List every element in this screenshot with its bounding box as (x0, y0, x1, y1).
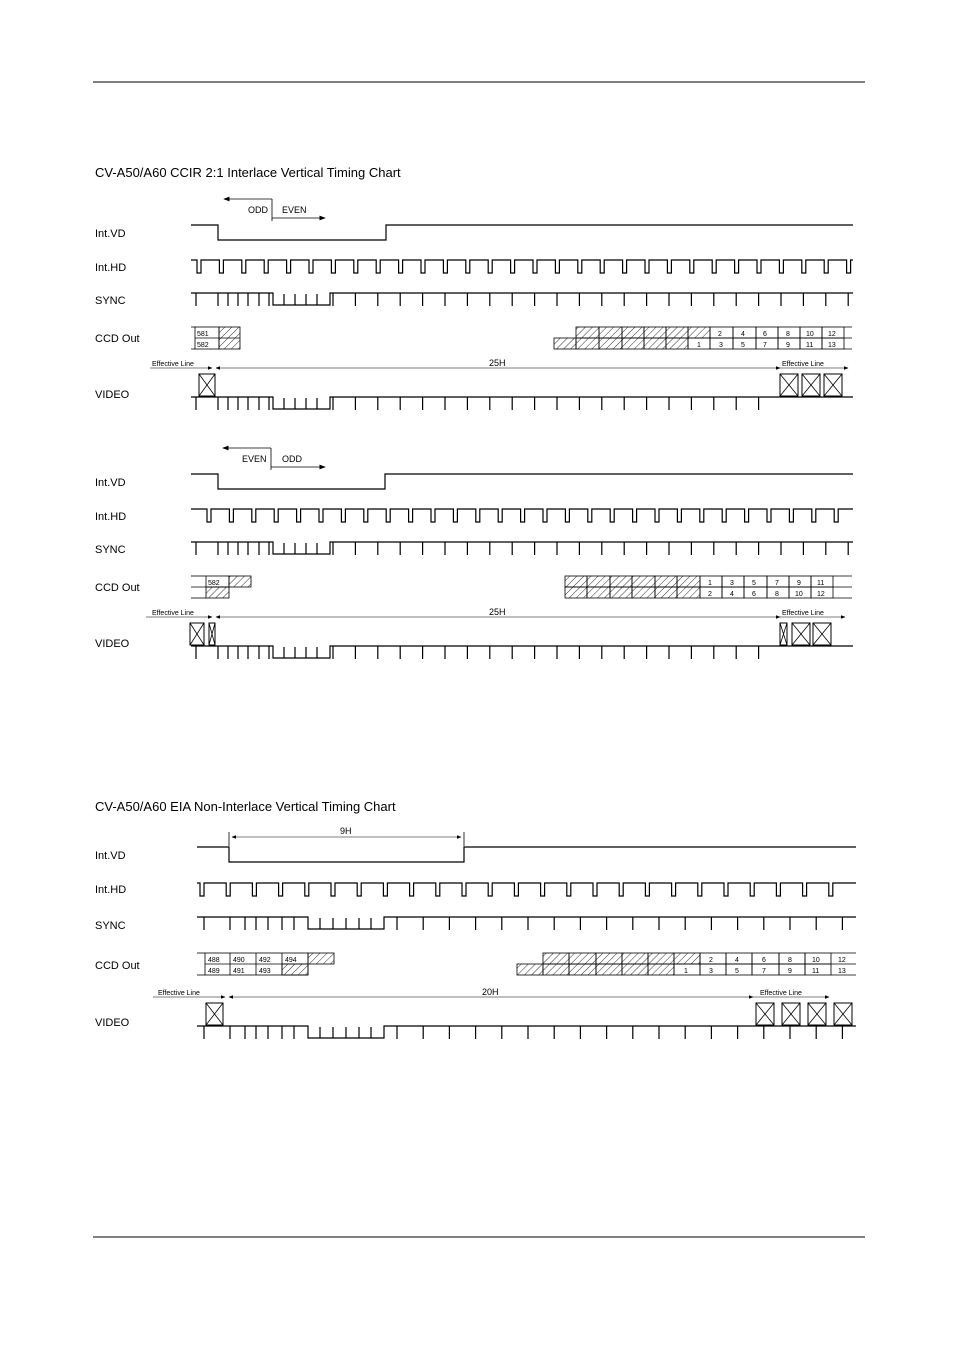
ccd-hatch-cell (666, 338, 688, 349)
video-waveform (197, 1026, 856, 1039)
ccd-bottom-num: 2 (708, 591, 712, 598)
ccd-hatch-cell (543, 953, 569, 964)
ccd-bottom-num: 13 (828, 342, 836, 349)
ccd-top-num: 4 (741, 331, 745, 338)
int-vd-waveform (191, 225, 853, 240)
ccd-top-num: 6 (763, 331, 767, 338)
ccir-chart-title: CV-A50/A60 CCIR 2:1 Interlace Vertical Timing Chart (95, 165, 401, 180)
vd-9h-label: 9H (340, 826, 352, 836)
ccd-top-num: 8 (786, 331, 790, 338)
ccd-top-num: 5 (752, 580, 756, 587)
span-25h-label: 25H (489, 358, 506, 368)
ccd-out-hatch-start (206, 587, 229, 598)
ccd-line-cell (700, 953, 726, 964)
video-blank-box (756, 1003, 774, 1025)
ccd-bottom-num: 5 (735, 968, 739, 975)
ccd-top-num: 7 (775, 580, 779, 587)
ccd-hatch-cell (599, 338, 622, 349)
ccd-hatch-cell (622, 327, 644, 338)
ccd-line-cell (726, 964, 752, 975)
ccd-hatch-cell (596, 953, 622, 964)
ccd-top-num: 2 (718, 331, 722, 338)
ccd-out-label: CCD Out (95, 582, 140, 594)
int-vd-waveform (197, 847, 856, 862)
ccd-out-start-bottom: 582 (197, 342, 209, 349)
ccd-top-num: 2 (709, 957, 713, 964)
ccd-bottom-num: 10 (795, 591, 803, 598)
ccd-bottom-num: 11 (806, 342, 814, 349)
ccd-hatch-cell (622, 964, 648, 975)
ccd-hatch-cell (622, 953, 648, 964)
ccd-out-label: CCD Out (95, 960, 140, 972)
ccd-hatch-cell (674, 953, 700, 964)
ccd-bottom-num: 7 (762, 968, 766, 975)
ccir-panel-even-odd (95, 448, 853, 659)
video-blank-box-half (209, 623, 215, 645)
ccd-out-rails (844, 327, 852, 349)
ccd-hatch-cell (554, 338, 576, 349)
ccd-out-start-top: 581 (197, 331, 209, 338)
int-vd-label: Int.VD (95, 228, 126, 240)
sync-label: SYNC (95, 295, 126, 307)
ccd-hatch-cell (565, 587, 587, 598)
ccd-hatch-cell (517, 964, 543, 975)
effective-line-label-right: Effective Line (760, 990, 802, 997)
ccd-hatch-cell (677, 576, 700, 587)
ccd-bottom-num: 7 (763, 342, 767, 349)
ccd-out-hatch-start (229, 576, 251, 587)
span-25h-label: 25H (489, 607, 506, 617)
ccd-hatch-cell (632, 576, 655, 587)
ccd-line-cell (756, 338, 778, 349)
ccd-out-start-top: 488 (208, 957, 220, 964)
video-waveform (191, 397, 853, 410)
ccd-bottom-num: 6 (752, 591, 756, 598)
ccd-out-start-top: 582 (208, 580, 220, 587)
ccd-top-num: 10 (812, 957, 820, 964)
ccd-hatch-cell (576, 338, 599, 349)
video-label: VIDEO (95, 638, 130, 650)
ccd-out-start-bottom: 493 (259, 968, 271, 975)
eia-panel (95, 826, 856, 1039)
ccd-bottom-num: 9 (788, 968, 792, 975)
video-blank-box (813, 623, 831, 645)
ccd-out-start-top: 492 (259, 957, 271, 964)
video-blank-box (802, 374, 820, 396)
ccd-line-cell (726, 953, 752, 964)
int-hd-label: Int.HD (95, 262, 127, 274)
ccd-hatch-cell (569, 953, 596, 964)
ccd-hatch-cell (596, 964, 622, 975)
ccd-out-start-top: 490 (233, 957, 245, 964)
ccd-hatch-cell (655, 587, 677, 598)
video-blank-box-half (780, 623, 787, 645)
int-hd-waveform (191, 260, 853, 273)
video-blank-box (780, 374, 798, 396)
effective-line-label-left: Effective Line (152, 361, 194, 368)
eia-chart-title: CV-A50/A60 EIA Non-Interlace Vertical Timing Chart (95, 799, 396, 814)
odd-label: ODD (282, 454, 302, 464)
ccd-hatch-cell (655, 576, 677, 587)
ccd-bottom-num: 12 (817, 591, 825, 598)
ccd-line-cell (779, 964, 805, 975)
ccd-top-num: 12 (838, 957, 846, 964)
ccd-hatch-cell (587, 587, 610, 598)
video-blank-box (782, 1003, 800, 1025)
effective-line-label-right: Effective Line (782, 610, 824, 617)
ccd-top-num: 10 (806, 331, 814, 338)
ccd-out-line-numbers (697, 331, 836, 349)
ccd-hatch-cell (622, 338, 644, 349)
ccd-hatch-cell (569, 964, 596, 975)
ccd-out-label: CCD Out (95, 333, 140, 345)
odd-label: ODD (248, 205, 268, 215)
ccd-hatch-cell (644, 327, 666, 338)
ccd-out-hatch-start (308, 953, 334, 964)
ccd-top-num: 11 (817, 580, 825, 587)
int-vd-label: Int.VD (95, 850, 126, 862)
ccd-bottom-num: 11 (812, 968, 820, 975)
ccd-hatch-cell (632, 587, 655, 598)
video-blank-box (206, 1003, 223, 1025)
effective-line-label-right: Effective Line (782, 361, 824, 368)
ccd-hatch-cell (648, 964, 674, 975)
video-blank-box (792, 623, 810, 645)
ccd-bottom-num: 3 (709, 968, 713, 975)
video-blank-box (199, 374, 215, 396)
ccd-hatch-cell (644, 338, 666, 349)
sync-label: SYNC (95, 920, 126, 932)
ccd-hatch-cell (599, 327, 622, 338)
effective-line-label-left: Effective Line (152, 610, 194, 617)
video-label: VIDEO (95, 1017, 130, 1029)
ccd-hatch-cell (610, 587, 632, 598)
video-blank-box (808, 1003, 826, 1025)
ccd-out-start-bottom: 491 (233, 968, 245, 975)
sync-label: SYNC (95, 544, 126, 556)
ccd-bottom-num: 4 (730, 591, 734, 598)
ccd-hatch-cell (587, 576, 610, 587)
even-label: EVEN (282, 205, 307, 215)
sync-waveform (197, 917, 856, 930)
ccd-hatch-cell (610, 576, 632, 587)
ccd-bottom-num: 3 (719, 342, 723, 349)
int-hd-label: Int.HD (95, 511, 127, 523)
ccd-out-start-top: 494 (285, 957, 297, 964)
ccd-bottom-num: 8 (775, 591, 779, 598)
ccd-hatch-cell (576, 327, 599, 338)
ccd-top-num: 6 (762, 957, 766, 964)
ccd-hatch-cell (677, 587, 700, 598)
ccd-top-num: 9 (797, 580, 801, 587)
ccd-out-hatch-start (282, 964, 308, 975)
ccd-out-rails (833, 576, 852, 598)
ccd-hatch-cell (688, 327, 710, 338)
ccd-bottom-num: 13 (838, 968, 846, 975)
int-hd-waveform (197, 883, 856, 896)
video-blank-box (824, 374, 842, 396)
even-label: EVEN (242, 454, 267, 464)
ccd-out-line-numbers (684, 957, 846, 975)
ccd-hatch-cell (565, 576, 587, 587)
sync-waveform (191, 293, 853, 306)
ccd-line-cell (779, 953, 805, 964)
video-label: VIDEO (95, 389, 130, 401)
ccd-line-cell (756, 327, 778, 338)
ccd-top-num: 3 (730, 580, 734, 587)
ccd-bottom-num: 5 (741, 342, 745, 349)
ccd-top-num: 12 (828, 331, 836, 338)
int-vd-waveform (191, 474, 853, 489)
ccd-out-start-bottom: 489 (208, 968, 220, 975)
int-hd-waveform (191, 509, 853, 522)
int-hd-label: Int.HD (95, 884, 127, 896)
ccir-panel-odd-even (95, 199, 853, 410)
video-waveform (191, 646, 853, 659)
int-vd-label: Int.VD (95, 477, 126, 489)
video-blank-box (190, 623, 204, 645)
ccd-top-num: 4 (735, 957, 739, 964)
ccd-top-num: 8 (788, 957, 792, 964)
ccd-line-cell (700, 964, 726, 975)
ccd-bottom-num: 9 (786, 342, 790, 349)
ccd-top-num: 1 (708, 580, 712, 587)
ccd-bottom-num: 1 (697, 342, 701, 349)
effective-line-label-left: Effective Line (158, 990, 200, 997)
ccd-out-line-numbers (708, 580, 825, 598)
ccd-hatch-cell (543, 964, 569, 975)
ccd-bottom-num: 1 (684, 968, 688, 975)
video-blank-box (834, 1003, 852, 1025)
ccd-hatch-cell (666, 327, 688, 338)
span-20h-label: 20H (482, 987, 499, 997)
sync-waveform (191, 542, 853, 555)
ccd-hatch-cell (648, 953, 674, 964)
